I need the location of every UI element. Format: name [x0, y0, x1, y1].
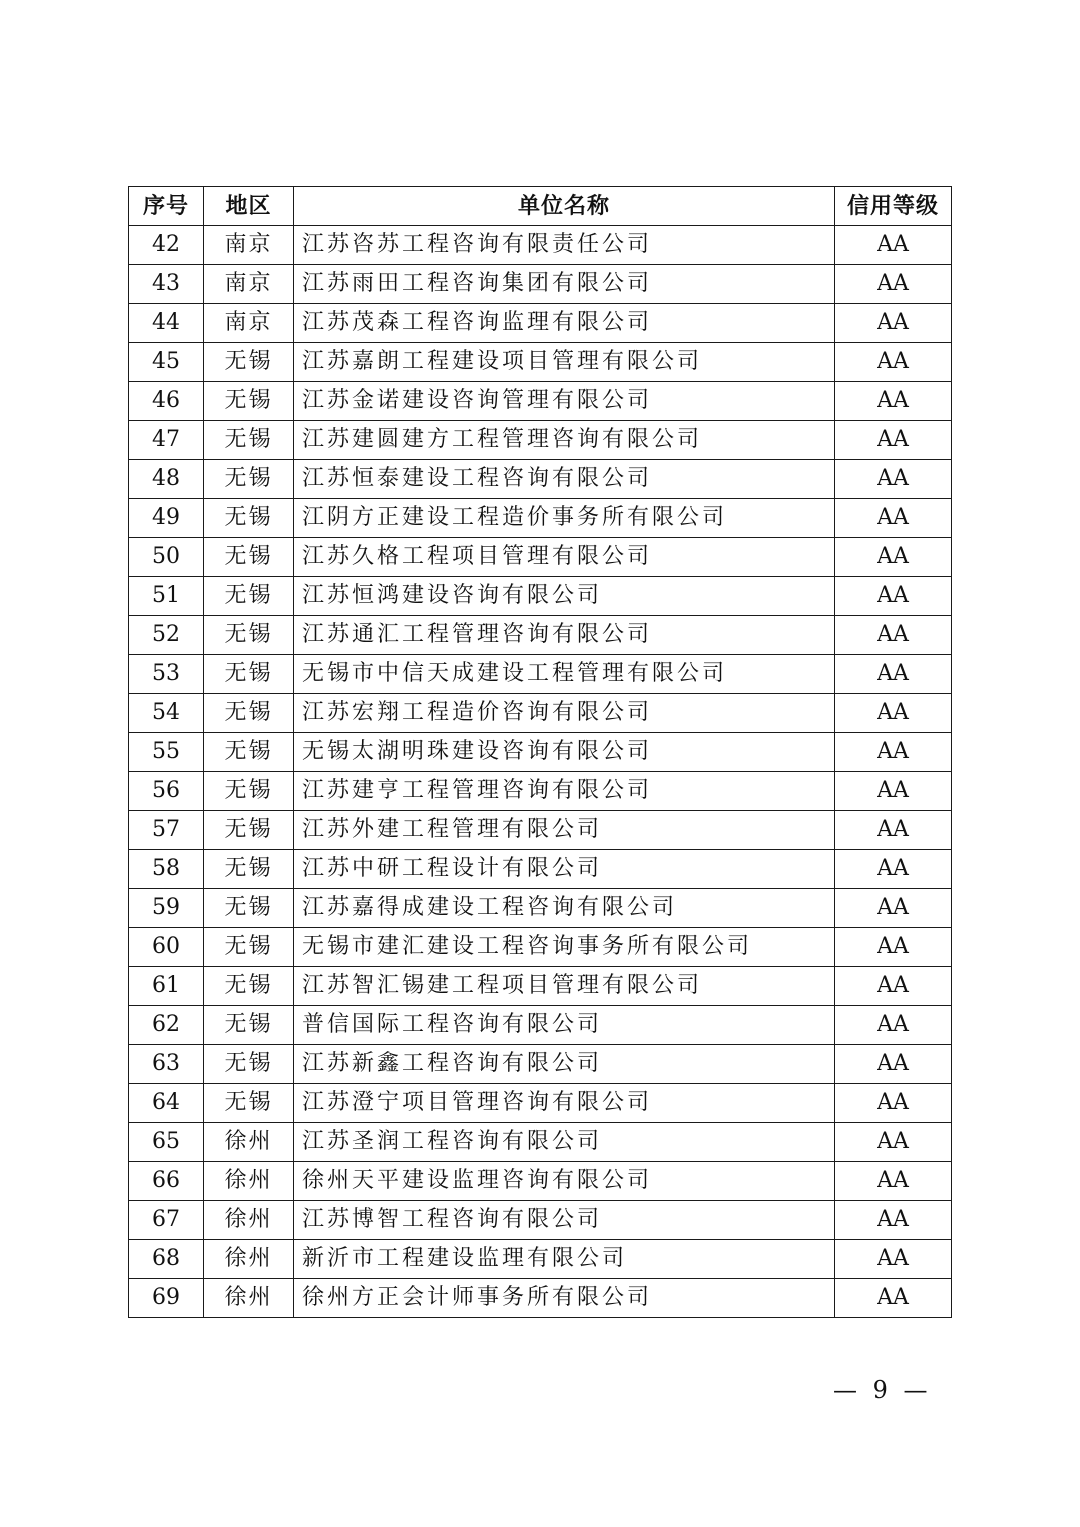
row-company-name: 江苏宏翔工程造价咨询有限公司	[294, 694, 835, 733]
table-row	[129, 1006, 952, 1045]
row-index: 55	[129, 733, 204, 772]
row-credit-grade: AA	[835, 655, 952, 694]
row-index: 52	[129, 616, 204, 655]
table-row	[129, 1045, 952, 1084]
row-company-name: 江苏茂森工程咨询监理有限公司	[294, 304, 835, 343]
row-index: 44	[129, 304, 204, 343]
row-index: 53	[129, 655, 204, 694]
row-region: 南京	[204, 304, 294, 343]
table-body	[129, 226, 952, 1318]
row-credit-grade: AA	[835, 382, 952, 421]
row-region: 南京	[204, 226, 294, 265]
row-index: 50	[129, 538, 204, 577]
row-index: 62	[129, 1006, 204, 1045]
row-region: 徐州	[204, 1279, 294, 1318]
row-region: 无锡	[204, 694, 294, 733]
row-credit-grade: AA	[835, 772, 952, 811]
row-company-name: 江苏恒鸿建设咨询有限公司	[294, 577, 835, 616]
row-region: 无锡	[204, 1045, 294, 1084]
table-row	[129, 577, 952, 616]
row-credit-grade: AA	[835, 733, 952, 772]
row-region: 无锡	[204, 499, 294, 538]
row-credit-grade: AA	[835, 694, 952, 733]
table-row	[129, 538, 952, 577]
table-row	[129, 499, 952, 538]
row-credit-grade: AA	[835, 577, 952, 616]
row-credit-grade: AA	[835, 343, 952, 382]
row-index: 60	[129, 928, 204, 967]
row-index: 49	[129, 499, 204, 538]
row-credit-grade: AA	[835, 811, 952, 850]
row-credit-grade: AA	[835, 1123, 952, 1162]
table-row	[129, 967, 952, 1006]
table-row	[129, 655, 952, 694]
row-company-name: 江苏圣润工程咨询有限公司	[294, 1123, 835, 1162]
table-row	[129, 343, 952, 382]
row-index: 43	[129, 265, 204, 304]
row-credit-grade: AA	[835, 1084, 952, 1123]
row-company-name: 江苏恒泰建设工程咨询有限公司	[294, 460, 835, 499]
row-credit-grade: AA	[835, 889, 952, 928]
row-credit-grade: AA	[835, 1006, 952, 1045]
row-index: 66	[129, 1162, 204, 1201]
row-region: 徐州	[204, 1240, 294, 1279]
table-row	[129, 460, 952, 499]
row-index: 61	[129, 967, 204, 1006]
row-index: 59	[129, 889, 204, 928]
row-index: 69	[129, 1279, 204, 1318]
row-region: 徐州	[204, 1201, 294, 1240]
row-company-name: 江苏通汇工程管理咨询有限公司	[294, 616, 835, 655]
credit-rating-table	[128, 186, 952, 1318]
table-header-row	[129, 187, 952, 226]
row-credit-grade: AA	[835, 421, 952, 460]
row-index: 42	[129, 226, 204, 265]
row-region: 无锡	[204, 343, 294, 382]
row-company-name: 徐州天平建设监理咨询有限公司	[294, 1162, 835, 1201]
table-row	[129, 772, 952, 811]
row-company-name: 新沂市工程建设监理有限公司	[294, 1240, 835, 1279]
table-row	[129, 616, 952, 655]
row-region: 无锡	[204, 577, 294, 616]
table-row	[129, 1123, 952, 1162]
row-credit-grade: AA	[835, 1279, 952, 1318]
row-credit-grade: AA	[835, 1201, 952, 1240]
row-credit-grade: AA	[835, 499, 952, 538]
row-index: 64	[129, 1084, 204, 1123]
row-company-name: 江苏嘉朗工程建设项目管理有限公司	[294, 343, 835, 382]
row-credit-grade: AA	[835, 460, 952, 499]
row-index: 65	[129, 1123, 204, 1162]
row-index: 45	[129, 343, 204, 382]
header-credit-grade: 信用等级	[835, 187, 952, 226]
row-company-name: 江苏建圆建方工程管理咨询有限公司	[294, 421, 835, 460]
row-region: 无锡	[204, 421, 294, 460]
row-credit-grade: AA	[835, 265, 952, 304]
row-credit-grade: AA	[835, 538, 952, 577]
row-company-name: 江苏澄宁项目管理咨询有限公司	[294, 1084, 835, 1123]
row-region: 无锡	[204, 382, 294, 421]
row-index: 57	[129, 811, 204, 850]
row-company-name: 江苏博智工程咨询有限公司	[294, 1201, 835, 1240]
row-region: 无锡	[204, 1084, 294, 1123]
row-credit-grade: AA	[835, 304, 952, 343]
row-company-name: 无锡市中信天成建设工程管理有限公司	[294, 655, 835, 694]
row-company-name: 徐州方正会计师事务所有限公司	[294, 1279, 835, 1318]
row-company-name: 江苏智汇锡建工程项目管理有限公司	[294, 967, 835, 1006]
row-index: 68	[129, 1240, 204, 1279]
row-region: 无锡	[204, 772, 294, 811]
table-row	[129, 928, 952, 967]
row-credit-grade: AA	[835, 850, 952, 889]
row-company-name: 江苏新鑫工程咨询有限公司	[294, 1045, 835, 1084]
row-company-name: 江苏中研工程设计有限公司	[294, 850, 835, 889]
table-row	[129, 850, 952, 889]
row-credit-grade: AA	[835, 1240, 952, 1279]
row-credit-grade: AA	[835, 1162, 952, 1201]
row-company-name: 普信国际工程咨询有限公司	[294, 1006, 835, 1045]
row-region: 无锡	[204, 967, 294, 1006]
table-row	[129, 811, 952, 850]
table-row	[129, 265, 952, 304]
row-credit-grade: AA	[835, 967, 952, 1006]
row-region: 无锡	[204, 1006, 294, 1045]
row-company-name: 江苏咨苏工程咨询有限责任公司	[294, 226, 835, 265]
row-region: 无锡	[204, 850, 294, 889]
row-index: 58	[129, 850, 204, 889]
row-credit-grade: AA	[835, 226, 952, 265]
row-company-name: 江苏建亨工程管理咨询有限公司	[294, 772, 835, 811]
table-row	[129, 382, 952, 421]
row-index: 48	[129, 460, 204, 499]
row-index: 54	[129, 694, 204, 733]
row-index: 56	[129, 772, 204, 811]
row-company-name: 江苏金诺建设咨询管理有限公司	[294, 382, 835, 421]
row-index: 47	[129, 421, 204, 460]
row-region: 南京	[204, 265, 294, 304]
table-row	[129, 421, 952, 460]
table-row	[129, 733, 952, 772]
row-credit-grade: AA	[835, 1045, 952, 1084]
row-index: 67	[129, 1201, 204, 1240]
row-region: 无锡	[204, 538, 294, 577]
row-region: 无锡	[204, 811, 294, 850]
page-number: — 9 —	[833, 1376, 932, 1404]
table-row	[129, 1162, 952, 1201]
table-row	[129, 889, 952, 928]
header-index: 序号	[129, 187, 204, 226]
row-company-name: 无锡市建汇建设工程咨询事务所有限公司	[294, 928, 835, 967]
table-row	[129, 1201, 952, 1240]
row-region: 无锡	[204, 616, 294, 655]
row-region: 徐州	[204, 1162, 294, 1201]
row-region: 无锡	[204, 889, 294, 928]
table-row	[129, 1084, 952, 1123]
row-region: 无锡	[204, 733, 294, 772]
table-row	[129, 1279, 952, 1318]
table-row	[129, 694, 952, 733]
header-region: 地区	[204, 187, 294, 226]
table-row	[129, 1240, 952, 1279]
row-company-name: 江苏久格工程项目管理有限公司	[294, 538, 835, 577]
row-region: 无锡	[204, 928, 294, 967]
row-credit-grade: AA	[835, 928, 952, 967]
row-region: 徐州	[204, 1123, 294, 1162]
row-company-name: 江苏雨田工程咨询集团有限公司	[294, 265, 835, 304]
table-row	[129, 226, 952, 265]
row-company-name: 江阴方正建设工程造价事务所有限公司	[294, 499, 835, 538]
row-region: 无锡	[204, 460, 294, 499]
row-index: 51	[129, 577, 204, 616]
row-index: 63	[129, 1045, 204, 1084]
row-index: 46	[129, 382, 204, 421]
row-credit-grade: AA	[835, 616, 952, 655]
row-company-name: 江苏外建工程管理有限公司	[294, 811, 835, 850]
table-row	[129, 304, 952, 343]
row-company-name: 江苏嘉得成建设工程咨询有限公司	[294, 889, 835, 928]
header-company-name: 单位名称	[294, 187, 835, 226]
row-region: 无锡	[204, 655, 294, 694]
row-company-name: 无锡太湖明珠建设咨询有限公司	[294, 733, 835, 772]
